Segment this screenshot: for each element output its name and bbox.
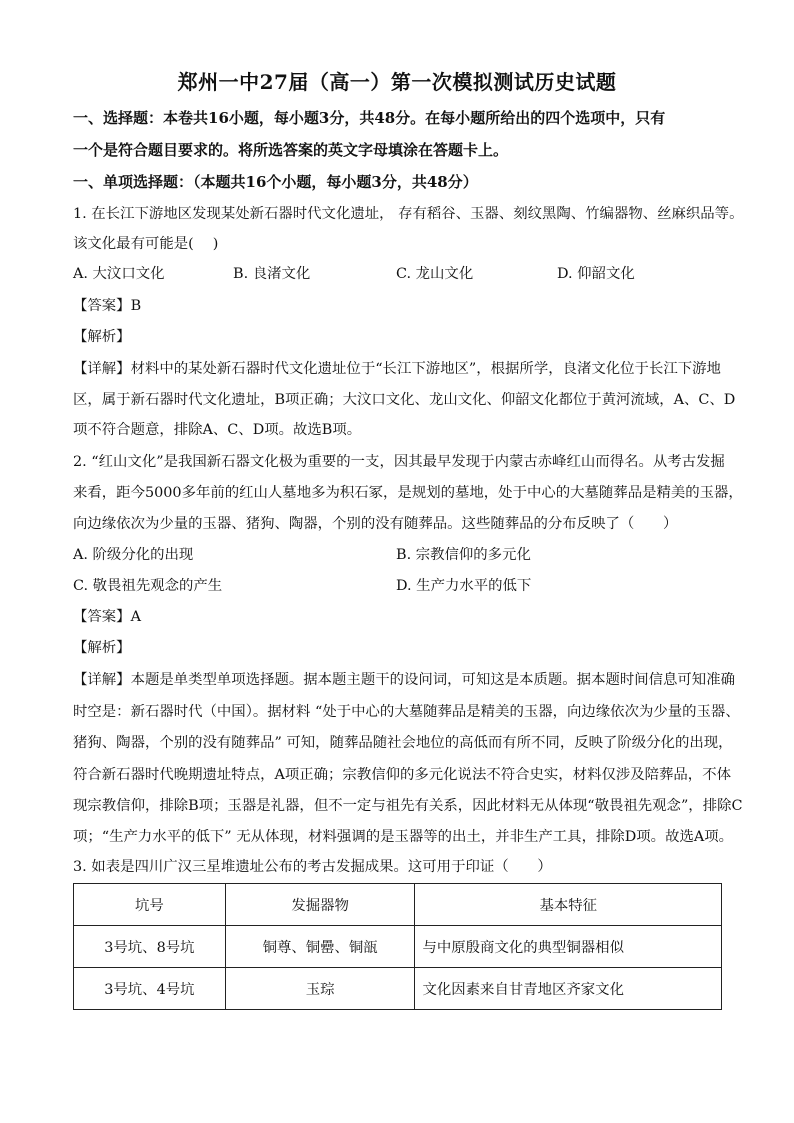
q2-detail-line-6: 项；“生产力水平的低下” 无从体现，材料强调的是玉器等的出土，并非生产工具，排除D项。故选A项。	[73, 829, 734, 845]
q2-stem-line-3: 向边缘依次为少量的玉器、猪狗、陶器，个别的没有随葬品。这些随葬品的分布反映了（ ）	[73, 516, 678, 532]
q1-option-c: C. 龙山文化	[396, 266, 474, 282]
section-intro-line-2: 一个是符合题目要求的。将所选答案的英文字母填涂在答题卡上。	[73, 141, 509, 159]
q2-answer: 【答案】A	[73, 609, 141, 625]
q2-option-d: D. 生产力水平的低下	[396, 578, 532, 594]
q2-option-b: B. 宗教信仰的多元化	[396, 547, 531, 563]
q2-detail-line-1: 【详解】本题是单类型单项选择题。据本题主题干的设问词，可知这是本质题。据本题时间信息可知准确	[73, 672, 735, 688]
table-cell: 玉琮	[225, 968, 415, 1010]
q1-stem-line-1: 1. 在长江下游地区发现某处新石器时代文化遗址， 存有稻谷、玉器、刻纹黑陶、竹编器物、丝麻织品等。	[73, 206, 744, 222]
table-cell: 3号坑、4号坑	[74, 968, 226, 1010]
q2-stem-line-2: 来看，距今5000多年前的红山人墓地多为积石冢，是规划的墓地，处于中心的大墓随葬品是精美的玉器，	[73, 485, 743, 501]
section-intro-line-1: 一、选择题：本卷共16小题，每小题3分，共48分。在每小题所给出的四个选项中，只有	[73, 109, 666, 127]
table-header-cell: 发掘器物	[225, 884, 415, 926]
table-header-row	[74, 884, 722, 926]
q1-answer: 【答案】B	[73, 298, 142, 314]
q1-option-d: D. 仰韶文化	[557, 266, 635, 282]
table-cell: 3号坑、8号坑	[74, 926, 226, 968]
q2-detail-line-5: 现宗教信仰，排除B项；玉器是礼器，但不一定与祖先有关系，因此材料无从体现“敬畏祖先观念”，排除C	[73, 798, 743, 814]
q2-detail-line-4: 符合新石器时代晚期遗址特点，A项正确；宗教信仰的多元化说法不符合史实，材料仅涉及陪葬品，不体	[73, 767, 731, 783]
q1-detail-line-2: 区，属于新石器时代文化遗址，B项正确；大汶口文化、龙山文化、仰韶文化都位于黄河流域，A、C、D	[73, 392, 736, 408]
table-row	[74, 968, 722, 1010]
table-cell: 文化因素来自甘青地区齐家文化	[415, 968, 722, 1010]
q2-detail-line-2: 时空是：新石器时代（中国）。据材料 “处于中心的大墓随葬品是精美的玉器，向边缘依次为少量的玉器、	[73, 704, 740, 720]
q1-stem-line-2: 该文化最有可能是( )	[73, 236, 219, 252]
section-heading: 一、单项选择题：（本题共16个小题，每小题3分，共48分）	[73, 173, 478, 191]
q1-option-b: B. 良渚文化	[233, 266, 311, 282]
table-cell: 与中原殷商文化的典型铜器相似	[415, 926, 722, 968]
table-header-cell: 基本特征	[415, 884, 722, 926]
page-title: 郑州一中27届（高一）第一次模拟测试历史试题	[177, 70, 617, 94]
q2-option-c: C. 敬畏祖先观念的产生	[73, 578, 223, 594]
q1-detail-line-1: 【详解】材料中的某处新石器时代文化遗址位于“长江下游地区”，根据所学，良渚文化位于长江下游地	[73, 361, 721, 377]
table-header-cell: 坑号	[74, 884, 226, 926]
q1-detail-line-3: 项不符合题意，排除A、C、D项。故选B项。	[73, 422, 362, 438]
q3-stem: 3. 如表是四川广汉三星堆遗址公布的考古发掘成果。这可用于印证（ ）	[73, 859, 552, 875]
table-cell: 铜尊、铜罍、铜瓿	[225, 926, 415, 968]
q2-detail-line-3: 猪狗、陶器，个别的没有随葬品” 可知，随葬品随社会地位的高低而有所不同，反映了阶级分化的出现，	[73, 735, 733, 751]
q1-analysis-label: 【解析】	[73, 329, 131, 345]
q2-stem-line-1: 2. “红山文化”是我国新石器文化极为重要的一支，因其最早发现于内蒙古赤峰红山而得名。从考古发掘	[73, 454, 725, 470]
q2-analysis-label: 【解析】	[73, 640, 131, 656]
q3-artifact-table	[73, 883, 722, 1010]
q1-option-a: A. 大汶口文化	[73, 266, 165, 282]
table-row	[74, 926, 722, 968]
q2-option-a: A. 阶级分化的出现	[73, 547, 194, 563]
